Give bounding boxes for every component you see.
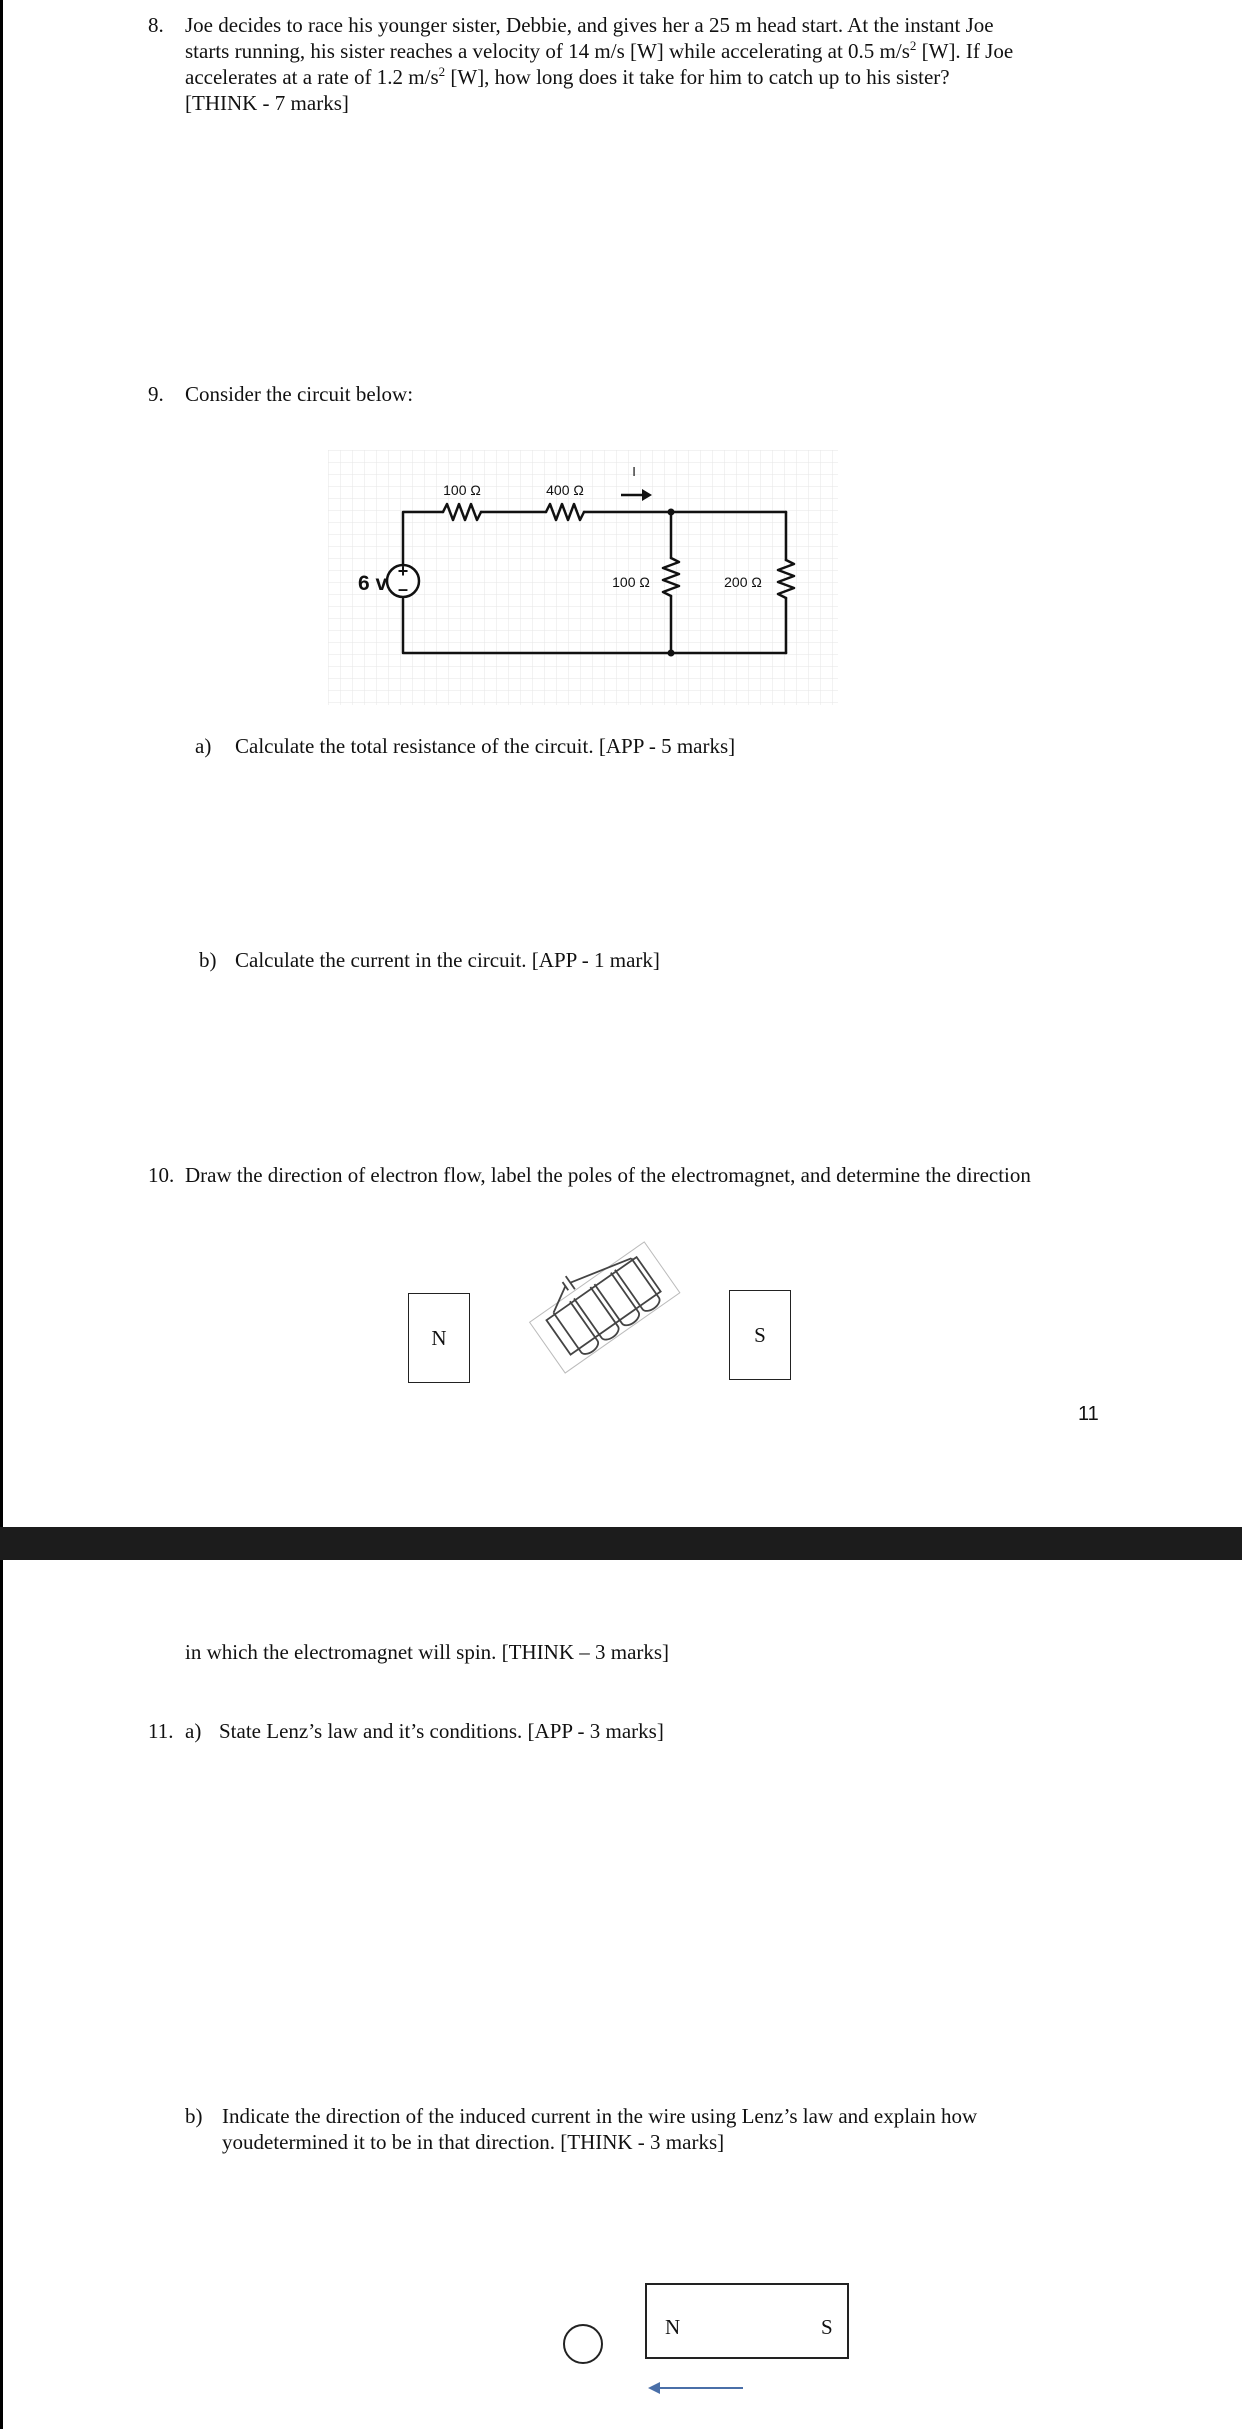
right-pole-label: S (754, 1322, 766, 1347)
page-1 (3, 0, 1242, 1527)
left-pole-label: N (431, 1325, 447, 1350)
q10-number: 10. (148, 1163, 175, 1187)
q8-line-2: starts running, his sister reaches a velocity of 14 m/s [W] while accelerating at 0.5 $m/s^2$ [W]. If Joe (185, 38, 1014, 63)
circuit-diagram (328, 450, 838, 705)
current-label: I (632, 464, 636, 479)
q10-continued-text: in which the electromagnet will spin. [THINK – 3 marks] (185, 1640, 670, 1664)
magnet-right-pole (729, 1290, 791, 1380)
junction-node-top (668, 509, 675, 516)
q9b-text: Calculate the current in the circuit. [APP - 1 mark] (235, 948, 660, 972)
wire-loop-circle (563, 2324, 603, 2364)
q9b-label: b) (199, 948, 217, 972)
q9a-label: a) (195, 734, 212, 758)
resistor-100-mid-label: 100 Ω (612, 574, 650, 590)
source-label: 6 v (358, 572, 388, 595)
magnet-motion-arrow (648, 2378, 748, 2398)
q11-number: 11. (148, 1719, 174, 1743)
magnet-left-pole (408, 1293, 470, 1383)
magnet-s-label: S (821, 2315, 833, 2339)
q8-line-1: Joe decides to race his younger sister, Debbie, and gives her a 25 m head start. At the instant Joe (185, 13, 994, 37)
q8-line-4: [THINK - 7 marks] (185, 91, 349, 115)
svg-text:+: + (397, 561, 409, 581)
q11b-line-2: youdetermined it to be in that direction. [THINK - 3 marks] (222, 2130, 725, 2154)
q8-text (185, 12, 1013, 116)
q11b-line-1: Indicate the direction of the induced current in the wire using Lenz’s law and explain how (222, 2104, 978, 2128)
q11b-text (222, 2103, 977, 2155)
q11a-label: a) (185, 1719, 202, 1743)
q9-text: Consider the circuit below: (185, 382, 414, 406)
magnet-n-label: N (665, 2315, 681, 2339)
q10-text: Draw the direction of electron flow, label the poles of the electromagnet, and determine the direction (185, 1163, 1031, 1187)
junction-node-bottom (668, 650, 675, 657)
bar-magnet (645, 2283, 849, 2359)
q8-number: 8. (148, 13, 164, 37)
q11a-text: State Lenz’s law and it’s conditions. [APP - 3 marks] (219, 1719, 664, 1743)
page-number: 11 (1078, 1403, 1099, 1425)
svg-text:–: – (397, 579, 409, 599)
q9a-text: Calculate the total resistance of the circuit. [APP - 5 marks] (235, 734, 736, 758)
resistor-100-top-label: 100 Ω (443, 482, 481, 498)
resistor-400-label: 400 Ω (546, 482, 584, 498)
page-2 (3, 1560, 1242, 2429)
q8-line-3: accelerates at a rate of 1.2 $m/s^2$ [W], how long does it take for him to catch up to his sister? (185, 64, 950, 89)
q9-number: 9. (148, 382, 164, 406)
resistor-200-label: 200 Ω (724, 574, 762, 590)
electromagnet-diagram (503, 1205, 703, 1405)
page-divider (0, 1527, 1242, 1560)
q11b-label: b) (185, 2104, 203, 2128)
